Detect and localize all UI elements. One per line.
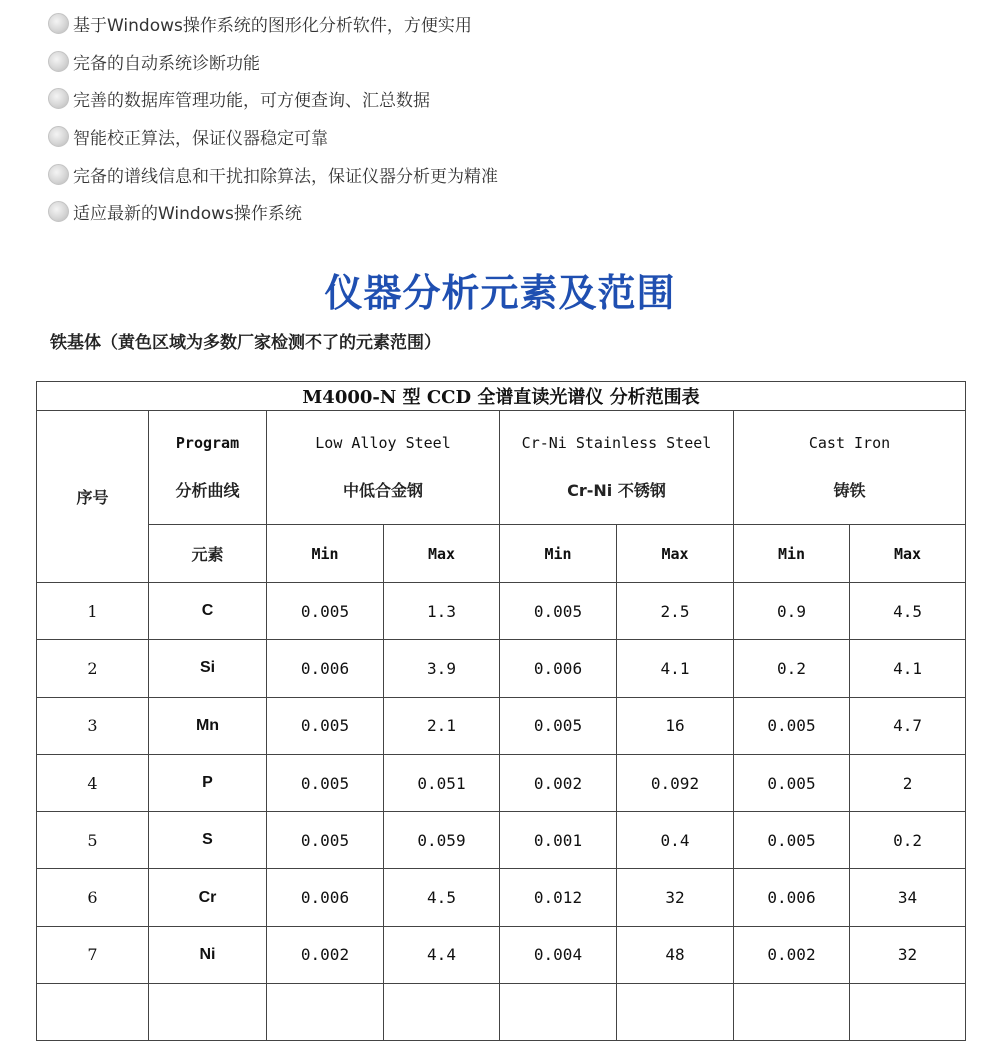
element-symbol: S xyxy=(149,812,267,869)
cast-iron-max: 2 xyxy=(850,754,966,811)
element-symbol: Si xyxy=(149,640,267,697)
stainless-max: 2.5 xyxy=(617,583,734,640)
max-header: Max xyxy=(384,525,500,583)
group-header-cast-iron xyxy=(734,411,966,525)
table-cell xyxy=(384,984,500,1041)
table-cell xyxy=(734,984,850,1041)
gray-circle-bullet-icon xyxy=(48,201,69,222)
row-index: 3 xyxy=(37,697,149,754)
table-caption: M4000-N 型 CCD 全谱直读光谱仪 分析范围表 xyxy=(37,382,966,411)
group-header-zh: Cr-Ni 不锈钢 xyxy=(567,481,666,500)
low-alloy-min: 0.005 xyxy=(267,812,384,869)
row-index: 1 xyxy=(37,583,149,640)
feature-item xyxy=(48,193,498,231)
table-row xyxy=(37,583,966,640)
table-cell xyxy=(500,984,617,1041)
stainless-max: 0.4 xyxy=(617,812,734,869)
min-header: Min xyxy=(734,525,850,583)
feature-text: 智能校正算法，保证仪器稳定可靠 xyxy=(73,129,328,150)
feature-text: 适应最新的Windows操作系统 xyxy=(73,204,302,225)
low-alloy-min: 0.006 xyxy=(267,640,384,697)
table-row xyxy=(37,926,966,983)
section-title: 仪器分析元素及范围 xyxy=(324,271,676,315)
row-index: 5 xyxy=(37,812,149,869)
table-cell xyxy=(267,984,384,1041)
gray-circle-bullet-icon xyxy=(48,51,69,72)
cast-iron-min: 0.002 xyxy=(734,926,850,983)
gray-circle-bullet-icon xyxy=(48,164,69,185)
stainless-min: 0.012 xyxy=(500,869,617,926)
cast-iron-min: 0.9 xyxy=(734,583,850,640)
group-header-en: Cast Iron xyxy=(808,434,891,452)
element-symbol: Cr xyxy=(149,869,267,926)
cast-iron-min: 0.005 xyxy=(734,812,850,869)
max-header: Max xyxy=(617,525,734,583)
min-header: Min xyxy=(267,525,384,583)
feature-item xyxy=(48,5,498,43)
group-header-zh: 铸铁 xyxy=(833,481,866,500)
row-index: 4 xyxy=(37,754,149,811)
table-row xyxy=(37,640,966,697)
feature-item xyxy=(48,155,498,193)
low-alloy-min: 0.005 xyxy=(267,583,384,640)
table-cell xyxy=(617,984,734,1041)
element-symbol: P xyxy=(149,754,267,811)
cast-iron-max: 4.1 xyxy=(850,640,966,697)
low-alloy-max: 4.4 xyxy=(384,926,500,983)
element-header: 元素 xyxy=(149,525,267,583)
stainless-min: 0.005 xyxy=(500,697,617,754)
low-alloy-max: 2.1 xyxy=(384,697,500,754)
feature-text: 基于Windows操作系统的图形化分析软件，方便实用 xyxy=(73,16,472,37)
row-index: 6 xyxy=(37,869,149,926)
cast-iron-max: 34 xyxy=(850,869,966,926)
low-alloy-min: 0.005 xyxy=(267,754,384,811)
low-alloy-min: 0.005 xyxy=(267,697,384,754)
table-cell xyxy=(37,984,149,1041)
cast-iron-min: 0.005 xyxy=(734,754,850,811)
feature-list xyxy=(48,5,498,231)
low-alloy-max: 0.059 xyxy=(384,812,500,869)
cast-iron-min: 0.006 xyxy=(734,869,850,926)
row-index: 7 xyxy=(37,926,149,983)
max-header: Max xyxy=(850,525,966,583)
group-header-low-alloy-steel xyxy=(267,411,500,525)
feature-item xyxy=(48,118,498,156)
stainless-max: 32 xyxy=(617,869,734,926)
row-index: 2 xyxy=(37,640,149,697)
group-header-en: Cr-Ni Stainless Steel xyxy=(521,434,712,452)
feature-text: 完备的谱线信息和干扰扣除算法，保证仪器分析更为精准 xyxy=(73,166,498,187)
gray-circle-bullet-icon xyxy=(48,88,69,109)
feature-text: 完备的自动系统诊断功能 xyxy=(73,53,260,74)
group-header-cr-ni-stainless-steel xyxy=(500,411,734,525)
cast-iron-min: 0.2 xyxy=(734,640,850,697)
table-row xyxy=(37,754,966,811)
table-row xyxy=(37,697,966,754)
program-header-en: Program xyxy=(175,434,240,452)
element-symbol: C xyxy=(149,583,267,640)
feature-item xyxy=(48,80,498,118)
stainless-max: 48 xyxy=(617,926,734,983)
low-alloy-min: 0.006 xyxy=(267,869,384,926)
low-alloy-max: 4.5 xyxy=(384,869,500,926)
stainless-min: 0.005 xyxy=(500,583,617,640)
gray-circle-bullet-icon xyxy=(48,13,69,34)
cast-iron-min: 0.005 xyxy=(734,697,850,754)
table-cell xyxy=(149,984,267,1041)
cast-iron-max: 4.7 xyxy=(850,697,966,754)
table-cell xyxy=(850,984,966,1041)
table-row xyxy=(37,812,966,869)
low-alloy-min: 0.002 xyxy=(267,926,384,983)
element-symbol: Ni xyxy=(149,926,267,983)
stainless-min: 0.001 xyxy=(500,812,617,869)
stainless-max: 0.092 xyxy=(617,754,734,811)
low-alloy-max: 0.051 xyxy=(384,754,500,811)
feature-item xyxy=(48,43,498,81)
min-header: Min xyxy=(500,525,617,583)
low-alloy-max: 1.3 xyxy=(384,583,500,640)
program-header-zh: 分析曲线 xyxy=(175,481,240,500)
low-alloy-max: 3.9 xyxy=(384,640,500,697)
analysis-range-table xyxy=(36,381,966,1041)
table-row xyxy=(37,869,966,926)
group-header-zh: 中低合金钢 xyxy=(342,481,423,500)
stainless-min: 0.006 xyxy=(500,640,617,697)
element-symbol: Mn xyxy=(149,697,267,754)
stainless-min: 0.004 xyxy=(500,926,617,983)
section-subtitle: 铁基体（黄色区域为多数厂家检测不了的元素范围） xyxy=(50,333,441,353)
stainless-max: 4.1 xyxy=(617,640,734,697)
gray-circle-bullet-icon xyxy=(48,126,69,147)
index-header: 序号 xyxy=(37,411,149,583)
table-row xyxy=(37,984,966,1041)
group-header-en: Low Alloy Steel xyxy=(315,434,451,452)
feature-text: 完善的数据库管理功能，可方便查询、汇总数据 xyxy=(73,91,430,112)
cast-iron-max: 4.5 xyxy=(850,583,966,640)
cast-iron-max: 0.2 xyxy=(850,812,966,869)
stainless-max: 16 xyxy=(617,697,734,754)
program-header xyxy=(149,411,267,525)
cast-iron-max: 32 xyxy=(850,926,966,983)
stainless-min: 0.002 xyxy=(500,754,617,811)
